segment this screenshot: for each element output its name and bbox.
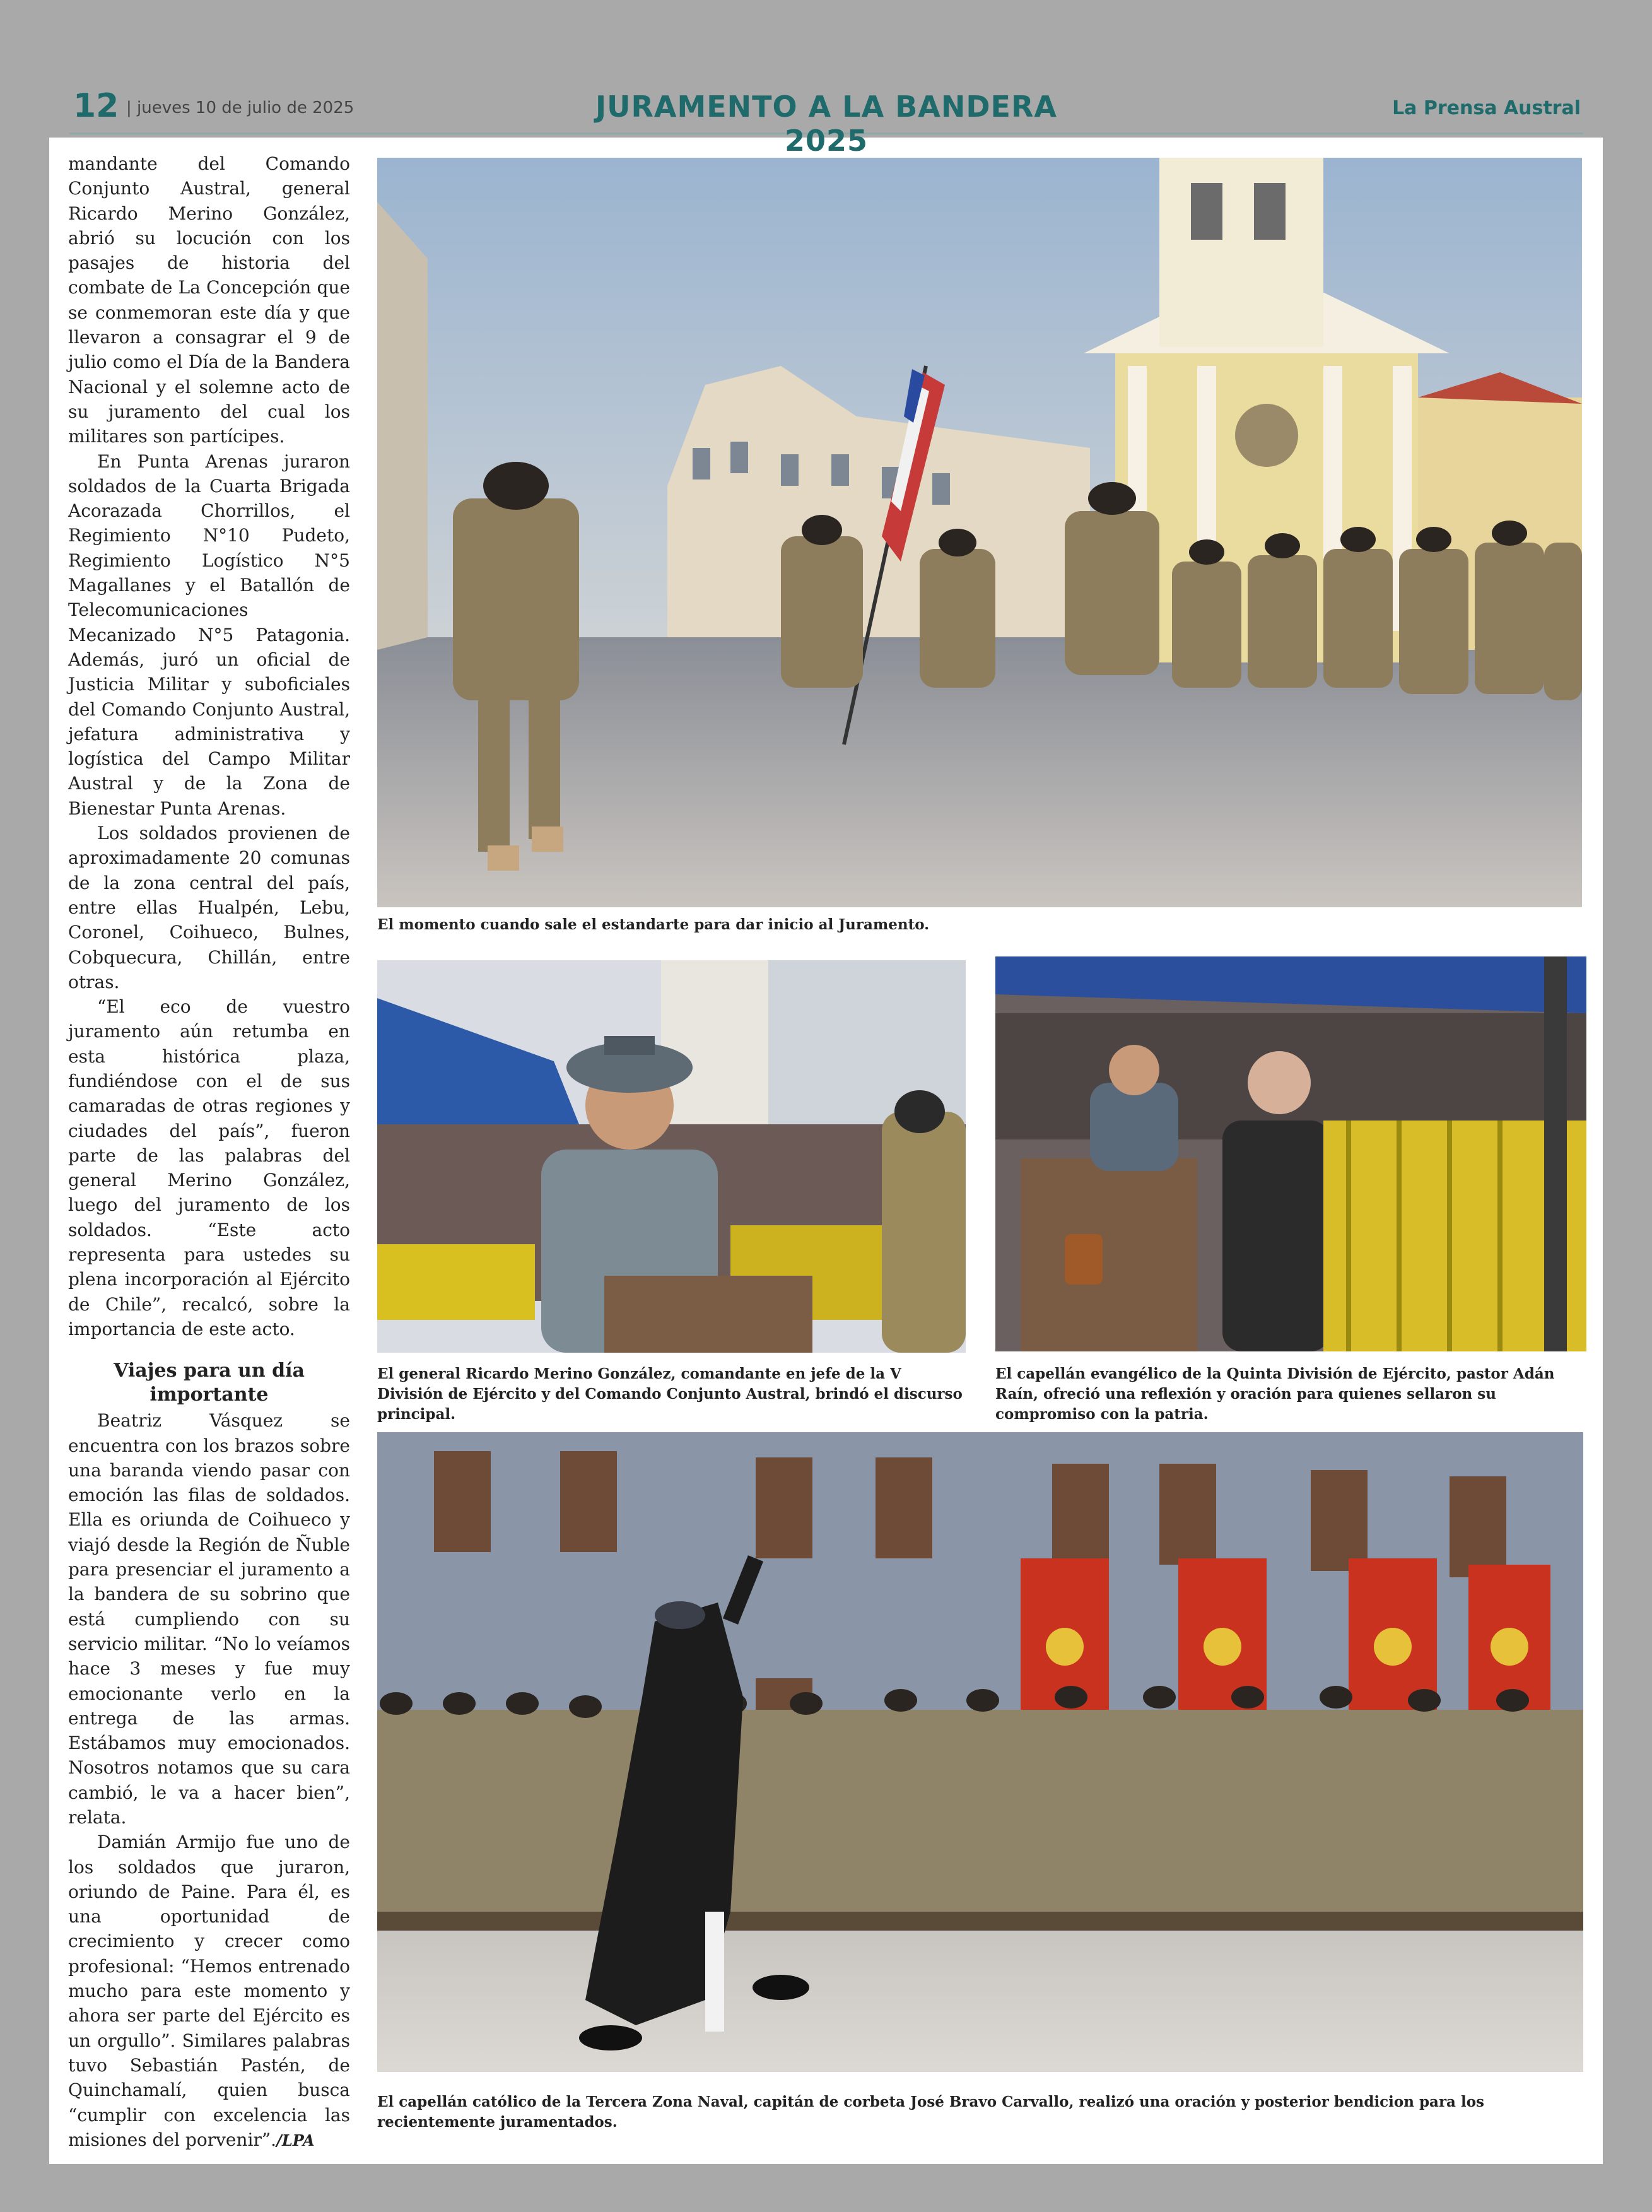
pastor-photo-caption: El capellán evangélico de la Quinta División de Ejército, pastor Adán Raín, ofreció una reflexión y oración para quienes sellaron su compromiso con la patria. <box>995 1365 1555 1423</box>
issue-date: | jueves 10 de julio de 2025 <box>126 98 354 117</box>
article-paragraph <box>68 1830 350 2153</box>
priest-photo-caption: El capellán católico de la Tercera Zona Naval, capitán de corbeta José Bravo Carvallo, realizó una oración y posterior bendicion para los recientemente juramentados. <box>377 2093 1484 2131</box>
general-photo <box>377 960 966 1353</box>
page-header <box>69 82 1583 158</box>
pastor-photo <box>995 956 1586 1351</box>
article-body <box>68 151 350 2153</box>
article-paragraph: En Punta Arenas juraron soldados de la Cuarta Brigada Acorazada Chorrillos, el Regimiento N°10 Pudeto, Regimiento Logístico N°5 Magallanes y el Batallón de Telecomunicaciones Mecanizado N°5 Patagonia. Además, juró un oficial de Justicia Militar y suboficiales del Comando Conjunto Austral, jefatura administrativa y logística del Campo Militar Austral y de la Zona de Bienestar Punta Arenas. <box>68 450 350 819</box>
main-photo-march <box>377 158 1582 907</box>
article-paragraph: Los soldados provienen de aproximadamente 20 comunas de la zona central del país, entre ellas Hualpén, Lebu, Coronel, Coihueco, Bulnes, Cobquecura, Chillán, entre otras. <box>68 823 350 992</box>
article-paragraph: “El eco de vuestro juramento aún retumba en esta histórica plaza, fundiéndose con el de sus camaradas de otras regiones y ciudades del país”, fueron parte de las palabras del general Merino González, luego del juramento de los soldados. “Este acto representa para ustedes su plena incorporación al Ejército de Chile”, recalcó, sobre la importancia de este acto. <box>68 996 350 1339</box>
section-title: JURAMENTO A LA BANDERA 2025 <box>595 90 1057 158</box>
article-signature: /LPA <box>276 2131 315 2150</box>
page-number: 12 <box>73 87 119 125</box>
general-photo-caption: El general Ricardo Merino González, comandante en jefe de la V División de Ejército y del Comando Conjunto Austral, brindó el discurso principal. <box>377 1365 963 1423</box>
article-paragraph-text: Damián Armijo fue uno de los soldados que juraron, oriundo de Paine. Para él, es una oportunidad de crecimiento y crecer como profesional: “Hemos entrenado mucho para este momento y ahora ser parte del Ejército es un orgullo”. Similares palabras tuvo Sebastián Pastén, de Quinchamalí, quien busca “cumplir con excelencia las misiones del porvenir”. <box>68 1832 350 2150</box>
article-subheading: Viajes para un día importante <box>114 1360 305 1406</box>
article-paragraph: Beatriz Vásquez se encuentra con los brazos sobre una baranda viendo pasar con emoción las filas de soldados. Ella es oriunda de Coihueco y viajó desde la Región de Ñuble para presenciar el juramento a la bandera de su sobrino que está cumpliendo con su servicio militar. “No lo veíamos hace 3 meses y fue muy emocionante verlo en la entrega de las armas. Estábamos muy emocionados. Nosotros notamos que su cara cambió, le va a hacer bien”, relata. <box>68 1410 350 1828</box>
article-paragraph: mandante del Comando Conjunto Austral, general Ricardo Merino González, abrió su locución con los pasajes de historia del combate de La Concepción que se conmemoran este día y que llevaron a consagrar el 9 de julio como el Día de la Bandera Nacional y el solemne acto de su juramento del cual los militares son partícipes. <box>68 153 350 447</box>
main-photo-caption: El momento cuando sale el estandarte para dar inicio al Juramento. <box>377 916 930 933</box>
priest-photo <box>377 1432 1583 2072</box>
newspaper-name: La Prensa Austral <box>1392 97 1581 119</box>
